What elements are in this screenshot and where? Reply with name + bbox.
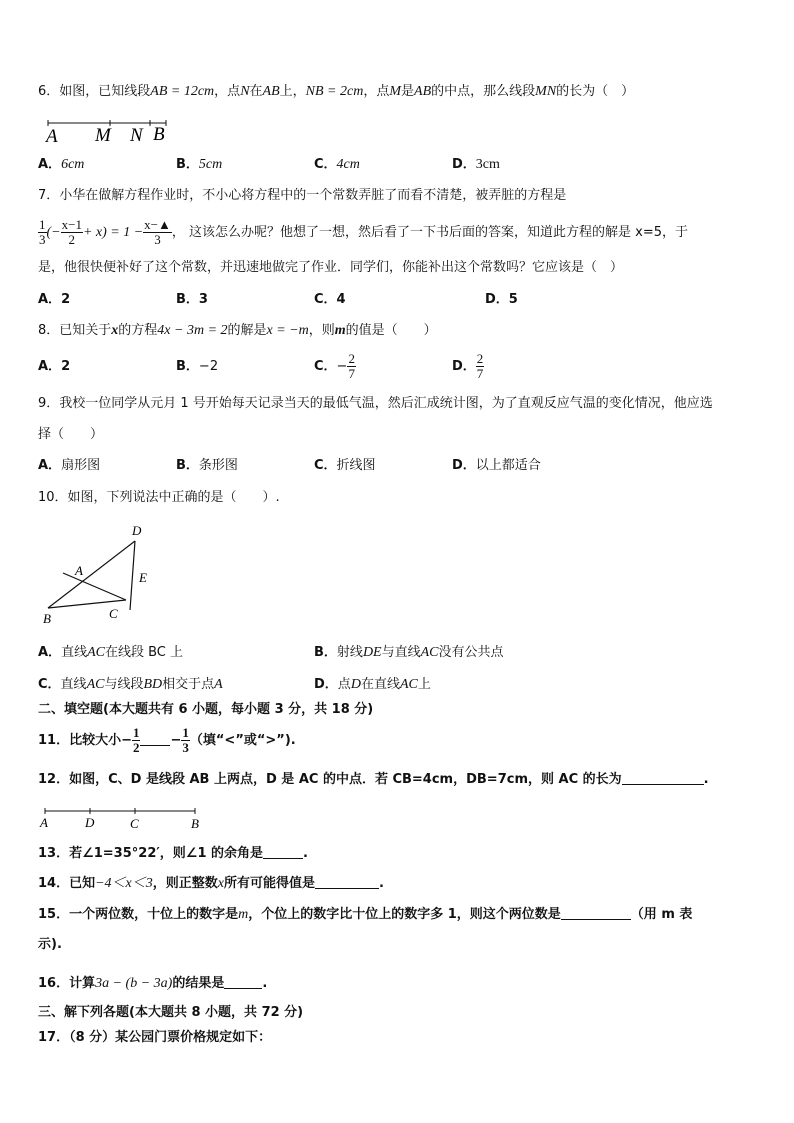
q6-label-M: M [95, 125, 111, 146]
q10-label-A: A [75, 563, 83, 578]
q14-stem: 14．已知−4＜x＜3，则正整数x所有可能得值是 . [38, 876, 384, 891]
q10-option-b: B．射线DE与直线AC没有公共点 [314, 645, 504, 660]
q6-label-B: B [153, 124, 165, 145]
section-2-heading: 二、填空题(本大题共有 6 小题，每小题 3 分，共 18 分) [38, 702, 374, 717]
q6-option-c: C．4cm [314, 157, 360, 172]
q7-frac-3: $\frac{x-▲}{3}$ [144, 217, 171, 247]
q7-option-b: B．3 [176, 292, 208, 307]
q13-answer-blank[interactable] [263, 845, 303, 859]
q10-label-D: D [132, 523, 142, 538]
q8-option-c: C．− $\frac{2}{7}$ [314, 351, 355, 381]
q15-stem: 15．一个两位数，十位上的数字是m，个位上的数字比十位上的数字多 1，则这个两位数是 （用 m 表 [38, 907, 693, 922]
q9-option-a: A．扇形图 [38, 458, 101, 473]
q7-frac-1: $\frac{1}{3}$ [39, 217, 46, 247]
q14-answer-blank[interactable] [315, 875, 379, 889]
q8-option-d: D． $\frac{2}{7}$ [452, 351, 484, 381]
q7-equation-line: $\frac{1}{3}$ (− $\frac{x-1}{2}$ + x) = 1 − $\frac{x-▲}{3}$ ， 这该怎么办呢？他想了一想，然后看了一下书后面的答案，知道此方程的解是 x=5，于 [39, 217, 688, 247]
q7-option-a: A．2 [38, 292, 71, 307]
q12-answer-blank[interactable] [622, 771, 704, 785]
q10-figure [38, 520, 168, 628]
q10-label-E: E [139, 570, 147, 585]
q6-stem: 6．如图，已知线段AB = 12cm，点N在AB上，NB = 2cm，点M是AB的中点，那么线段MN的长为（ ） [38, 84, 635, 99]
q10-option-a: A．直线AC在线段 BC 上 [38, 645, 184, 660]
q6-label-N: N [130, 125, 143, 146]
q6-option-d: D．3cm [452, 157, 500, 172]
q12-figure [38, 803, 208, 833]
q10-option-d: D．点D在直线AC上 [314, 677, 431, 692]
q11-answer-blank[interactable] [140, 732, 170, 746]
q16-stem: 16．计算3a − (b − 3a)的结果是 . [38, 976, 268, 991]
q7-option-c: C．4 [314, 292, 346, 307]
q9-option-c: C．折线图 [314, 458, 376, 473]
q6-number: 6． [38, 84, 60, 99]
q17-stem: 17．（8 分）某公园门票价格规定如下： [38, 1030, 272, 1045]
q10-label-C: C [109, 606, 118, 621]
q9-line1: 9．我校一位同学从元月 1 号开始每天记录当天的最低气温，然后汇成统计图，为了直观反应气温的变化情况，他应选 [38, 396, 713, 411]
q10-label-B: B [43, 611, 51, 626]
q6-figure [40, 115, 175, 147]
q16-answer-blank[interactable] [224, 975, 262, 989]
q15-answer-blank[interactable] [561, 906, 631, 920]
q12-label-D: D [85, 815, 95, 830]
q9-option-b: B．条形图 [176, 458, 238, 473]
q8-option-a: A．2 [38, 359, 71, 374]
q12-label-C: C [130, 816, 139, 831]
q9-option-d: D．以上都适合 [452, 458, 541, 473]
q10-stem: 10．如图，下列说法中正确的是（ ）. [38, 490, 280, 505]
q7-option-d: D．5 [485, 292, 518, 307]
q12-label-B: B [191, 816, 199, 831]
q7-line3: 是，他很快便补好了这个常数，并迅速地做完了作业．同学们，你能补出这个常数吗？它应该是（ ） [38, 260, 624, 275]
q12-label-A: A [40, 815, 48, 830]
q13-stem: 13．若∠1=35°22′，则∠1 的余角是 . [38, 846, 308, 861]
q7-line1: 7．小华在做解方程作业时，不小心将方程中的一个常数弄脏了而看不清楚，被弄脏的方程是 [38, 188, 567, 203]
q11-stem: 11．比较大小− $\frac{1}{2}$ − $\frac{1}{3}$ （填“<”或“>”). [38, 725, 296, 755]
section-3-heading: 三、解下列各题(本大题共 8 小题，共 72 分) [38, 1005, 304, 1020]
q8-stem: 8．已知关于x的方程4x − 3m = 2的解是x = −m，则m的值是（ ） [38, 323, 437, 338]
q10-option-c: C．直线AC与线段BD相交于点A [38, 677, 223, 692]
q9-line2: 择（ ） [38, 427, 104, 442]
q8-option-b: B．−2 [176, 359, 219, 374]
q15-line2: 示). [38, 937, 62, 952]
q7-frac-2: $\frac{x-1}{2}$ [61, 217, 82, 247]
q6-option-b: B．5cm [176, 157, 223, 172]
q12-stem: 12．如图，C、D 是线段 AB 上两点，D 是 AC 的中点．若 CB=4cm，DB=7cm，则 AC 的长为 . [38, 772, 709, 787]
q6-label-A: A [46, 126, 58, 147]
q6-option-a: A．6cm [38, 157, 85, 172]
